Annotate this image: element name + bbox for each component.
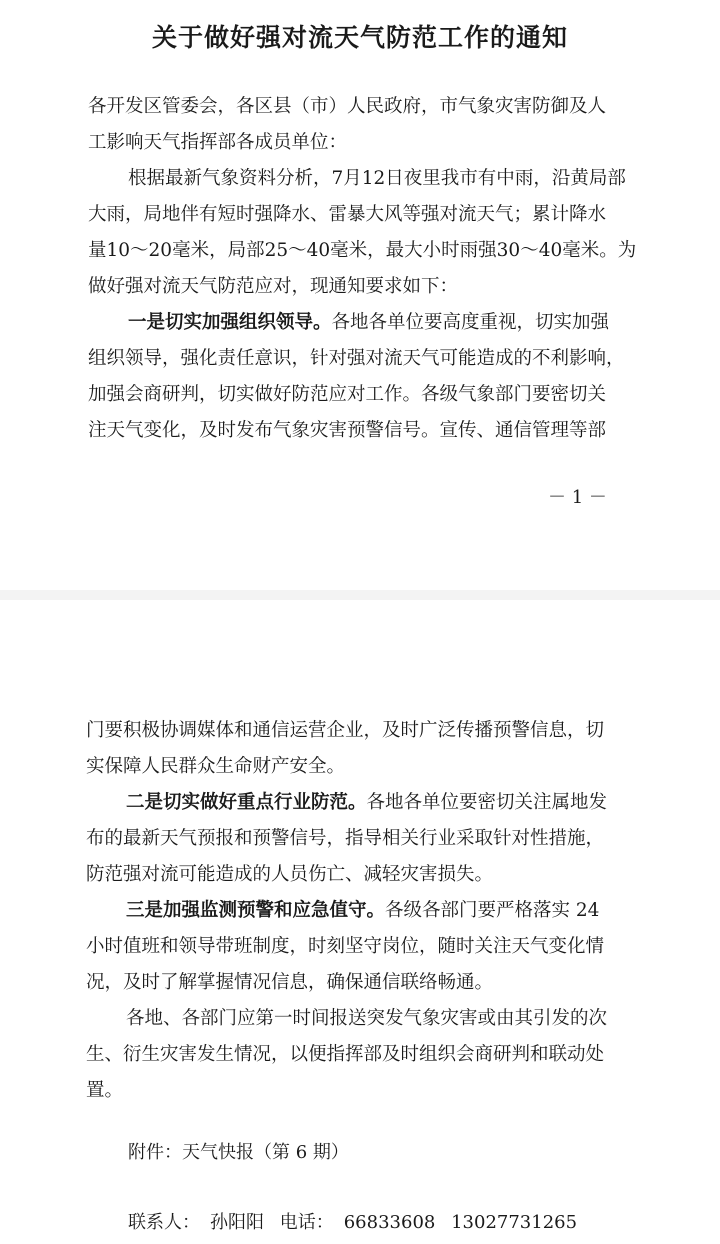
contact-name: 孙阳阳 <box>210 1212 264 1233</box>
paragraph-line: 注天气变化，及时发布气象灾害预警信号。宣传、通信管理等部 <box>88 420 607 441</box>
paragraph-line: 小时值班和领导带班制度，时刻坚守岗位，随时关注天气变化情 <box>86 936 605 957</box>
paragraph-line: 根据最新气象资料分析，7月12日夜里我市有中雨，沿黄局部 <box>128 168 626 189</box>
document-page-1 <box>0 0 720 590</box>
salutation-line-2: 工影响天气指挥部各成员单位： <box>88 132 348 153</box>
phone-number-1: 66833608 <box>343 1212 436 1233</box>
paragraph-line: 布的最新天气预报和预警信号，指导相关行业采取针对性措施， <box>86 828 605 849</box>
paragraph-line: 组织领导，强化责任意识，针对强对流天气可能造成的不利影响， <box>88 348 625 369</box>
item1-text: 各地各单位要高度重视，切实加强 <box>331 312 610 333</box>
contact-label: 联系人： <box>128 1212 200 1233</box>
item3-heading: 三是加强监测预警和应急值守。 <box>126 900 386 921</box>
item2-text: 各地各单位要密切关注属地发 <box>366 792 608 813</box>
closing-paragraph-line: 生、衍生灾害发生情况，以便指挥部及时组织会商研判和联动处 <box>86 1044 605 1065</box>
page-number: － 1 － <box>548 487 607 508</box>
paragraph-line: 实保障人民群众生命财产安全。 <box>86 756 346 777</box>
paragraph-line: 量10～20毫米，局部25～40毫米，最大小时雨强30～40毫米。为 <box>88 240 637 261</box>
item2-first-line <box>126 788 607 818</box>
item1-first-line <box>128 308 609 338</box>
document-title: 关于做好强对流天气防范工作的通知 <box>151 23 568 52</box>
paragraph-line: 门要积极协调媒体和通信运营企业，及时广泛传播预警信息，切 <box>86 720 605 741</box>
contact-line <box>128 1208 587 1234</box>
item1-heading: 一是切实加强组织领导。 <box>128 312 332 333</box>
item3-text: 各级各部门要严格落实 24 <box>385 900 600 921</box>
paragraph-line: 况，及时了解掌握情况信息，确保通信联络畅通。 <box>86 972 494 993</box>
salutation-line-1: 各开发区管委会，各区县（市）人民政府，市气象灾害防御及人 <box>88 96 607 117</box>
paragraph-line: 大雨，局地伴有短时强降水、雷暴大风等强对流天气；累计降水 <box>88 204 607 225</box>
item2-heading: 二是切实做好重点行业防范。 <box>126 792 367 813</box>
closing-paragraph-line: 置。 <box>86 1080 124 1101</box>
paragraph-line: 做好强对流天气防范应对，现通知要求如下： <box>88 276 459 297</box>
attachment-line: 附件：天气快报（第 6 期） <box>128 1142 349 1163</box>
phone-number-2: 13027731265 <box>451 1212 578 1233</box>
item3-first-line <box>126 896 599 926</box>
phone-label: 电话： <box>279 1212 334 1233</box>
closing-paragraph-line: 各地、各部门应第一时间报送突发气象灾害或由其引发的次 <box>126 1008 608 1029</box>
paragraph-line: 防范强对流可能造成的人员伤亡、减轻灾害损失。 <box>86 864 494 885</box>
paragraph-line: 加强会商研判，切实做好防范应对工作。各级气象部门要密切关 <box>88 384 607 405</box>
document-page-2 <box>0 600 720 1244</box>
